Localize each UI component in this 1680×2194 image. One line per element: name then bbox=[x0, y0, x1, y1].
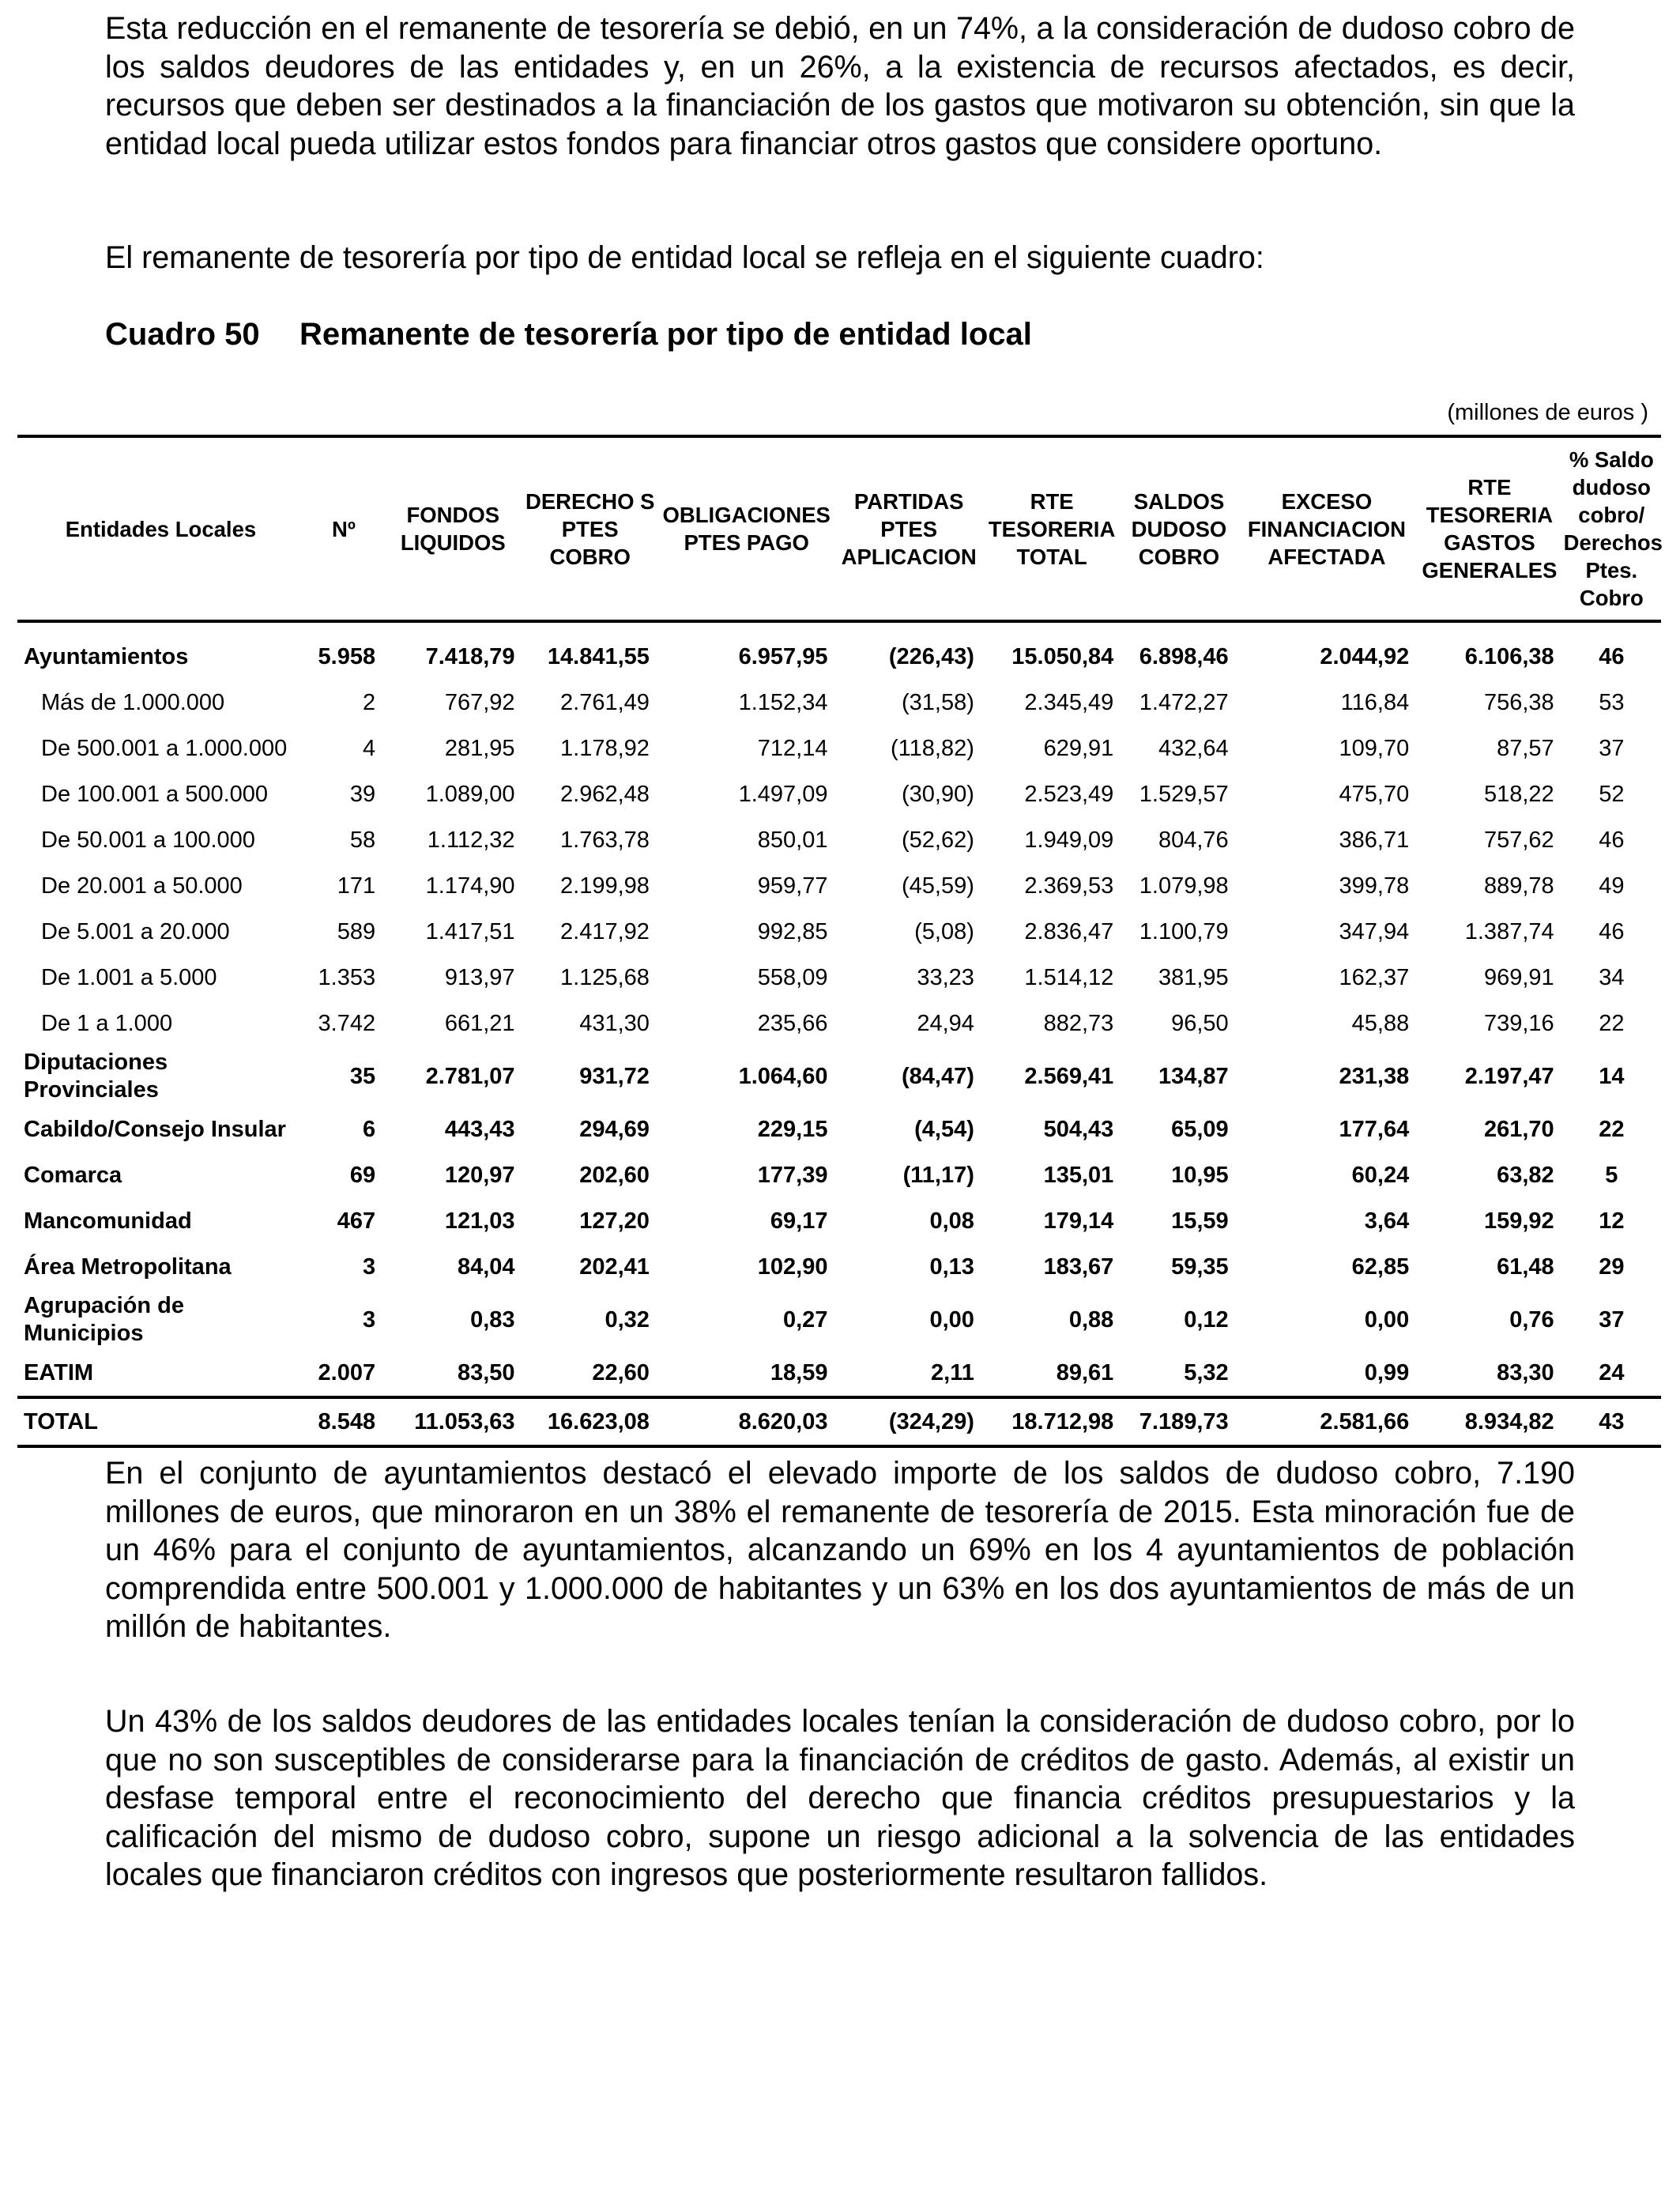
table-cell: 15.050,84 bbox=[1011, 643, 1114, 669]
column-header: EXCESO FINANCIACION AFECTADA bbox=[1237, 436, 1418, 621]
table-cell: 84,04 bbox=[457, 1253, 515, 1280]
table-cell: 0,76 bbox=[1509, 1306, 1554, 1333]
table-cell: 381,95 bbox=[1158, 964, 1229, 990]
table-cell: 1.100,79 bbox=[1139, 918, 1229, 944]
table-cell: 15,59 bbox=[1171, 1208, 1229, 1234]
table-cell: 116,84 bbox=[1340, 689, 1410, 715]
intro-paragraph: Esta reducción en el remanente de tesorería se debió, en un 74%, a la consideración de dudoso cobro de los saldos deudores de las entidades y, en un 26%, a la existencia de recursos afectados, es decir, recursos que deben ser destinados a la financiación de los gastos que motivaron su obtención, sin que la entidad local pueda utilizar estos fondos para financiar otros gastos que considere oportuno. bbox=[105, 11, 1575, 161]
table-cell: 399,78 bbox=[1339, 873, 1410, 899]
table-cell: 49 bbox=[1599, 873, 1625, 899]
column-header: Nº bbox=[304, 436, 383, 621]
table-cell: 127,20 bbox=[579, 1208, 650, 1234]
total-cell: 16.623,08 bbox=[523, 1397, 657, 1446]
table-row bbox=[17, 955, 1661, 1001]
table-cell: 135,01 bbox=[1043, 1162, 1114, 1188]
total-cell: 18.712,98 bbox=[982, 1397, 1121, 1446]
table-cell: (31,58) bbox=[902, 689, 974, 715]
table-cell: 24,94 bbox=[917, 1010, 974, 1036]
table-cell: 39 bbox=[349, 781, 376, 807]
table-body bbox=[17, 621, 1661, 1397]
table-cell: 443,43 bbox=[444, 1116, 515, 1142]
table-cell: 969,91 bbox=[1483, 964, 1554, 990]
table-cell: 712,14 bbox=[757, 735, 828, 761]
table-cell: 202,60 bbox=[579, 1162, 650, 1188]
table-cell: 475,70 bbox=[1339, 781, 1410, 807]
table-cell: 52 bbox=[1599, 781, 1625, 807]
total-cell: 8.620,03 bbox=[657, 1397, 836, 1446]
table-cell: 179,14 bbox=[1043, 1208, 1114, 1234]
table-row bbox=[17, 680, 1661, 726]
caption-number: Cuadro 50 bbox=[105, 317, 260, 352]
table-cell: 102,90 bbox=[757, 1253, 828, 1280]
table-cell: 109,70 bbox=[1339, 735, 1410, 761]
table-cell: 1.497,09 bbox=[738, 781, 828, 807]
table-cell: 6.957,95 bbox=[738, 643, 828, 669]
table-cell: 89,61 bbox=[1056, 1359, 1114, 1385]
remanente-table bbox=[17, 435, 1661, 1448]
table-cell: 59,35 bbox=[1171, 1253, 1229, 1280]
table-cell: 0,00 bbox=[929, 1306, 974, 1333]
table-cell: 87,57 bbox=[1497, 735, 1554, 761]
table-cell: 882,73 bbox=[1043, 1010, 1114, 1036]
table-cell: 134,87 bbox=[1158, 1063, 1229, 1089]
table-cell: 202,41 bbox=[579, 1253, 650, 1280]
table-cell: 1.353 bbox=[318, 964, 376, 990]
table-row bbox=[17, 1244, 1661, 1290]
table-cell: 159,92 bbox=[1483, 1208, 1554, 1234]
table-cell: 1.089,00 bbox=[425, 781, 515, 807]
table-row bbox=[17, 1152, 1661, 1198]
table-cell: 3 bbox=[362, 1253, 376, 1280]
total-cell: 8.934,82 bbox=[1417, 1397, 1561, 1446]
table-cell: 183,67 bbox=[1043, 1253, 1114, 1280]
table-cell: 1.125,68 bbox=[560, 964, 650, 990]
table-cell: 0,08 bbox=[929, 1208, 974, 1234]
table-cell: 83,30 bbox=[1497, 1359, 1554, 1385]
table-cell: 96,50 bbox=[1171, 1010, 1229, 1036]
table-cell: 992,85 bbox=[757, 918, 828, 944]
table-cell: 757,62 bbox=[1483, 827, 1554, 853]
table-cell: 120,97 bbox=[444, 1162, 515, 1188]
table-cell: 14 bbox=[1599, 1063, 1625, 1089]
table-cell: 2.417,92 bbox=[560, 918, 650, 944]
table-cell: (11,17) bbox=[902, 1162, 974, 1188]
table-caption bbox=[105, 315, 1032, 354]
table-cell: (5,08) bbox=[914, 918, 974, 944]
table-cell: 261,70 bbox=[1483, 1116, 1554, 1142]
table-cell: 589 bbox=[337, 918, 376, 944]
table-cell: 2.199,98 bbox=[560, 873, 650, 899]
column-header: DERECHO S PTES COBRO bbox=[523, 436, 657, 621]
row-label-cell: De 50.001 a 100.000 bbox=[41, 827, 255, 853]
total-label-cell: TOTAL bbox=[17, 1397, 304, 1446]
table-cell: 3,64 bbox=[1364, 1208, 1410, 1234]
table-cell: 162,37 bbox=[1339, 964, 1410, 990]
row-label-cell: De 1.001 a 5.000 bbox=[41, 964, 217, 990]
table-cell: 2.781,07 bbox=[425, 1063, 515, 1089]
table-cell: 931,72 bbox=[579, 1063, 650, 1089]
table-cell: 2.836,47 bbox=[1024, 918, 1114, 944]
table-cell: 22,60 bbox=[592, 1359, 650, 1385]
table-cell: 1.763,78 bbox=[560, 827, 650, 853]
row-label-cell: Diputaciones Provinciales bbox=[24, 1050, 168, 1103]
table-cell: (84,47) bbox=[902, 1063, 974, 1089]
table-cell: 2.962,48 bbox=[560, 781, 650, 807]
table-cell: 0,99 bbox=[1364, 1359, 1410, 1385]
table-cell: (30,90) bbox=[902, 781, 974, 807]
table-cell: 63,82 bbox=[1497, 1162, 1554, 1188]
column-header: % Saldo dudoso cobro/ Derechos Ptes. Cobro bbox=[1562, 436, 1661, 621]
table-cell: 69 bbox=[349, 1162, 376, 1188]
table-cell: 661,21 bbox=[444, 1010, 515, 1036]
table-cell: 18,59 bbox=[770, 1359, 828, 1385]
table-cell: 1.529,57 bbox=[1139, 781, 1229, 807]
table-cell: 65,09 bbox=[1171, 1116, 1229, 1142]
table-cell: 37 bbox=[1599, 735, 1625, 761]
total-cell: 43 bbox=[1562, 1397, 1661, 1446]
table-cell: 6 bbox=[362, 1116, 376, 1142]
table-row bbox=[17, 1106, 1661, 1152]
table-cell: 2.569,41 bbox=[1024, 1063, 1114, 1089]
table-cell: 12 bbox=[1599, 1208, 1625, 1234]
table-cell: 518,22 bbox=[1483, 781, 1554, 807]
total-cell: 11.053,63 bbox=[383, 1397, 522, 1446]
row-label-cell: Más de 1.000.000 bbox=[41, 689, 225, 715]
row-label-cell: Área Metropolitana bbox=[24, 1253, 232, 1280]
table-cell: 14.841,55 bbox=[547, 643, 650, 669]
table-row bbox=[17, 1350, 1661, 1397]
table-cell: 804,76 bbox=[1158, 827, 1229, 853]
table-cell: 46 bbox=[1599, 643, 1625, 669]
table-cell: 629,91 bbox=[1043, 735, 1114, 761]
total-cell: (324,29) bbox=[835, 1397, 981, 1446]
table-cell: 0,12 bbox=[1184, 1306, 1229, 1333]
table-cell: 281,95 bbox=[444, 735, 515, 761]
table-cell: 431,30 bbox=[579, 1010, 650, 1036]
table-cell: 850,01 bbox=[757, 827, 828, 853]
table-cell: 61,48 bbox=[1497, 1253, 1554, 1280]
table-cell: 1.514,12 bbox=[1024, 964, 1114, 990]
table-cell: (226,43) bbox=[888, 643, 974, 669]
table-cell: 2.345,49 bbox=[1024, 689, 1114, 715]
table-cell: 3.742 bbox=[318, 1010, 376, 1036]
table-cell: 294,69 bbox=[579, 1116, 650, 1142]
table-cell: 432,64 bbox=[1158, 735, 1229, 761]
row-label-cell: Ayuntamientos bbox=[24, 643, 189, 669]
table-row bbox=[17, 1198, 1661, 1244]
table-cell: 913,97 bbox=[444, 964, 515, 990]
table-cell: (4,54) bbox=[914, 1116, 974, 1142]
column-header: RTE TESORERIA GASTOS GENERALES bbox=[1417, 436, 1561, 621]
table-cell: 22 bbox=[1599, 1010, 1625, 1036]
table-cell: 739,16 bbox=[1483, 1010, 1554, 1036]
table-row bbox=[17, 863, 1661, 909]
table-cell: 10,95 bbox=[1171, 1162, 1229, 1188]
table-row bbox=[17, 909, 1661, 955]
table-cell: 5.958 bbox=[318, 643, 376, 669]
table-cell: 60,24 bbox=[1351, 1162, 1410, 1188]
table-cell: 22 bbox=[1599, 1116, 1625, 1142]
table-cell: 1.174,90 bbox=[425, 873, 515, 899]
table-cell: 83,50 bbox=[457, 1359, 515, 1385]
table-cell: 1.064,60 bbox=[738, 1063, 828, 1089]
table-row bbox=[17, 771, 1661, 817]
table-cell: 177,39 bbox=[757, 1162, 828, 1188]
table-cell: 231,38 bbox=[1339, 1063, 1410, 1089]
table-cell: 889,78 bbox=[1483, 873, 1554, 899]
caption-title: Remanente de tesorería por tipo de entidad local bbox=[299, 317, 1032, 352]
table-cell: 29 bbox=[1599, 1253, 1625, 1280]
table-cell: (118,82) bbox=[891, 735, 974, 761]
total-cell: 8.548 bbox=[304, 1397, 383, 1446]
table-cell: 5,32 bbox=[1184, 1359, 1229, 1385]
table-cell: 171 bbox=[337, 873, 376, 899]
table-cell: 0,13 bbox=[929, 1253, 974, 1280]
column-header: RTE TESORERIA TOTAL bbox=[982, 436, 1121, 621]
table-cell: 46 bbox=[1599, 918, 1625, 944]
table-cell: 7.418,79 bbox=[425, 643, 515, 669]
total-cell: 7.189,73 bbox=[1121, 1397, 1236, 1446]
table-cell: 6.898,46 bbox=[1139, 643, 1229, 669]
table-cell: 1.387,74 bbox=[1464, 918, 1554, 944]
column-header: PARTIDAS PTES APLICACION bbox=[835, 436, 981, 621]
table-cell: 177,64 bbox=[1339, 1116, 1410, 1142]
table-cell: 229,15 bbox=[757, 1116, 828, 1142]
table-cell: 1.178,92 bbox=[560, 735, 650, 761]
row-label-cell: Mancomunidad bbox=[24, 1208, 192, 1234]
table-row bbox=[17, 1046, 1661, 1106]
table-cell: 58 bbox=[349, 827, 376, 853]
table-cell: 235,66 bbox=[757, 1010, 828, 1036]
table-cell: 69,17 bbox=[770, 1208, 828, 1234]
table-cell: 5 bbox=[1605, 1162, 1618, 1188]
row-label-cell: Comarca bbox=[24, 1162, 122, 1188]
row-label-cell: EATIM bbox=[24, 1359, 94, 1385]
table-cell: 2.044,92 bbox=[1320, 643, 1410, 669]
table-cell: 34 bbox=[1599, 964, 1625, 990]
table-cell: 0,00 bbox=[1364, 1306, 1410, 1333]
table-cell: (45,59) bbox=[902, 873, 974, 899]
table-cell: 347,94 bbox=[1339, 918, 1410, 944]
row-label-cell: De 20.001 a 50.000 bbox=[41, 873, 243, 899]
table-cell: 504,43 bbox=[1043, 1116, 1114, 1142]
table-cell: 4 bbox=[362, 735, 376, 761]
column-header: Entidades Locales bbox=[17, 436, 304, 621]
table-row bbox=[17, 1290, 1661, 1350]
table-cell: 1.079,98 bbox=[1139, 873, 1229, 899]
table-cell: 0,83 bbox=[470, 1306, 515, 1333]
table-cell: 33,23 bbox=[917, 964, 974, 990]
table-cell: 1.472,27 bbox=[1139, 689, 1229, 715]
table-cell: 3 bbox=[362, 1306, 376, 1333]
table-cell: 53 bbox=[1599, 689, 1625, 715]
table-cell: 45,88 bbox=[1351, 1010, 1410, 1036]
table-cell: 2.197,47 bbox=[1464, 1063, 1554, 1089]
column-header: OBLIGACIONES PTES PAGO bbox=[657, 436, 836, 621]
table-cell: 6.106,38 bbox=[1464, 643, 1554, 669]
table-cell: 558,09 bbox=[757, 964, 828, 990]
table-total-row bbox=[17, 1397, 1661, 1446]
table-cell: 37 bbox=[1599, 1306, 1625, 1333]
table-cell: 1.112,32 bbox=[427, 827, 515, 853]
table-cell: 386,71 bbox=[1339, 827, 1410, 853]
row-label-cell: Cabildo/Consejo Insular bbox=[24, 1116, 286, 1142]
row-label-cell: De 5.001 a 20.000 bbox=[41, 918, 230, 944]
units-note: (millones de euros ) bbox=[1447, 400, 1648, 425]
row-label-cell: De 500.001 a 1.000.000 bbox=[41, 735, 288, 761]
analysis-paragraph: En el conjunto de ayuntamientos destacó el elevado importe de los saldos de dudoso cobro, 7.190 millones de euros, que minoraron en un 38% el remanente de tesorería de 2015. Esta minoración fue de un 46% para el conjunto de ayuntamientos, alcanzando un 69% en los 4 ayuntamientos de población comprendida entre 500.001 y 1.000.000 de habitantes y un 63% en los dos ayuntamientos de más de un millón de habitantes. bbox=[105, 1456, 1575, 1644]
row-label-cell: De 1 a 1.000 bbox=[41, 1010, 173, 1036]
table-cell: 2.761,49 bbox=[560, 689, 650, 715]
row-label-cell: De 100.001 a 500.000 bbox=[41, 781, 269, 807]
table-cell: 35 bbox=[349, 1063, 376, 1089]
table-cell: 24 bbox=[1599, 1359, 1625, 1385]
table-cell: 2 bbox=[362, 689, 376, 715]
column-header: SALDOS DUDOSO COBRO bbox=[1121, 436, 1236, 621]
table-row bbox=[17, 726, 1661, 771]
table-cell: 2.369,53 bbox=[1024, 873, 1114, 899]
table-cell: 0,88 bbox=[1068, 1306, 1114, 1333]
table-cell: 467 bbox=[337, 1208, 376, 1234]
table-intro-paragraph: El remanente de tesorería por tipo de entidad local se refleja en el siguiente cuadro: bbox=[105, 240, 1264, 275]
table-row bbox=[17, 817, 1661, 863]
table-cell: 756,38 bbox=[1483, 689, 1554, 715]
total-cell: 2.581,66 bbox=[1237, 1397, 1418, 1446]
table-row bbox=[17, 621, 1661, 680]
table-cell: 0,32 bbox=[605, 1306, 650, 1333]
table-cell: 1.949,09 bbox=[1024, 827, 1114, 853]
table-cell: 0,27 bbox=[783, 1306, 828, 1333]
table-cell: 1.152,34 bbox=[738, 689, 828, 715]
column-header: FONDOS LIQUIDOS bbox=[383, 436, 522, 621]
table-cell: 62,85 bbox=[1351, 1253, 1410, 1280]
table-cell: 1.417,51 bbox=[425, 918, 515, 944]
table-cell: (52,62) bbox=[902, 827, 974, 853]
row-label-cell: Agrupación de Municipios bbox=[24, 1293, 185, 1346]
table-cell: 2.007 bbox=[318, 1359, 376, 1385]
table-cell: 121,03 bbox=[444, 1208, 515, 1234]
table-row bbox=[17, 1001, 1661, 1046]
remanente-table-container bbox=[17, 435, 1661, 1448]
table-cell: 767,92 bbox=[444, 689, 515, 715]
table-cell: 2,11 bbox=[931, 1359, 974, 1385]
table-header-row bbox=[17, 436, 1661, 621]
table-cell: 959,77 bbox=[757, 873, 828, 899]
table-cell: 2.523,49 bbox=[1024, 781, 1114, 807]
table-cell: 46 bbox=[1599, 827, 1625, 853]
conclusion-paragraph: Un 43% de los saldos deudores de las entidades locales tenían la consideración de dudoso cobro, por lo que no son susceptibles de considerarse para la financiación de créditos de gasto. Además, al existir un desfase temporal entre el reconocimiento del derecho que financia créditos presupuestarios y la calificación del mismo de dudoso cobro, supone un riesgo adicional a la solvencia de las entidades locales que financiaron créditos con ingresos que posteriormente resultaron fallidos. bbox=[105, 1704, 1575, 1892]
